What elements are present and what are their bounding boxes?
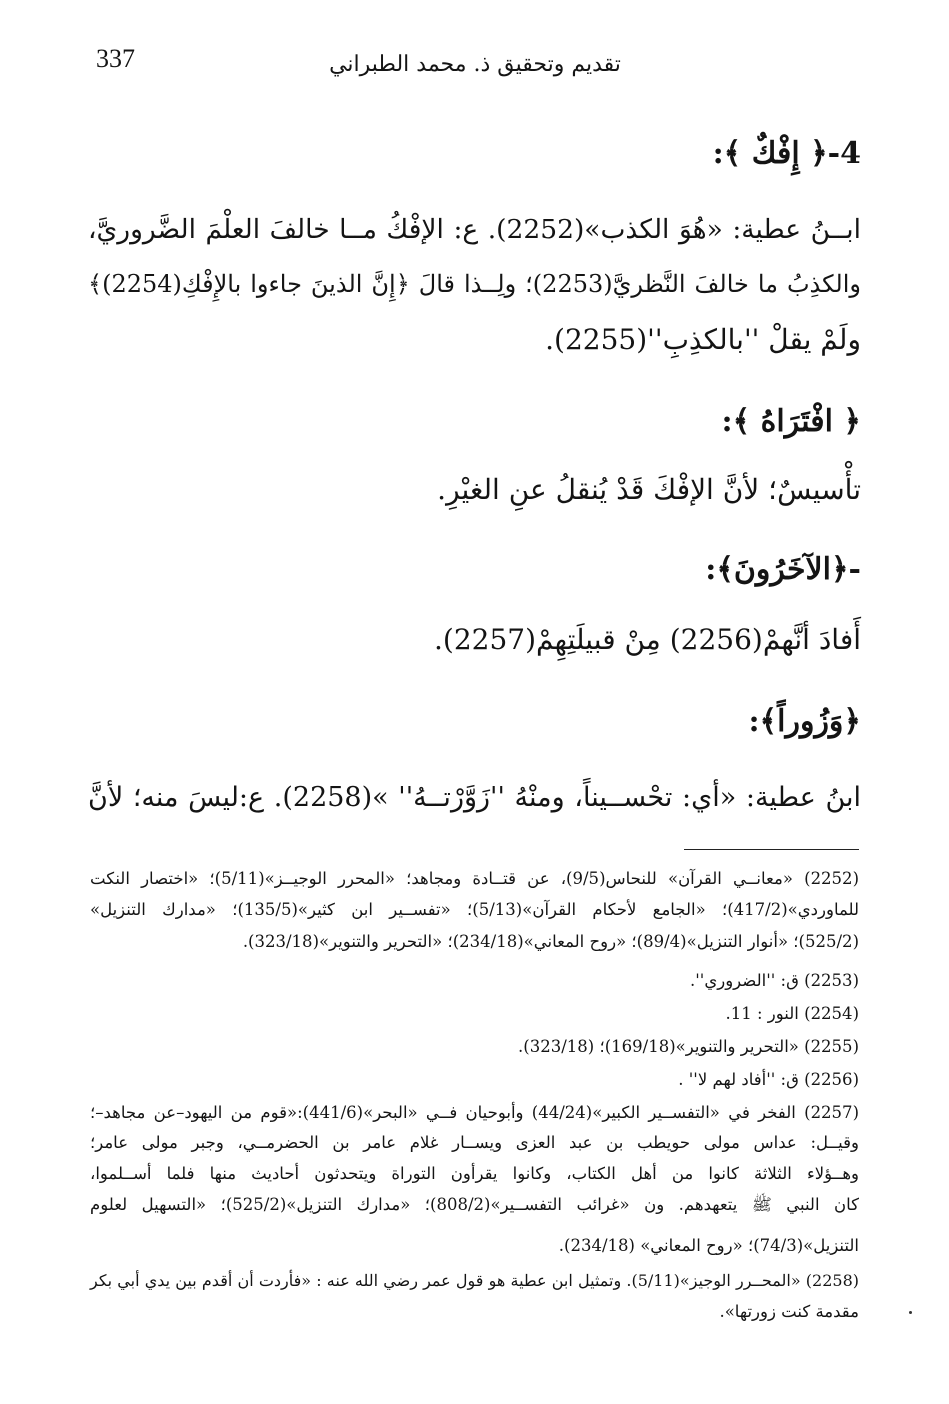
footnote-2252-line: (2252) «معانــي القرآن» للنحاس(9/5)، عن قتــادة ومجاهد؛ «المحرر الوجيــز»(5/11)؛ «اختصار النكت xyxy=(90,869,859,888)
section-heading-iftarahu: ﴿ افْتَرَاهُ ﴾: xyxy=(721,404,861,439)
footnote-2252-line: للماوردي»(417/2)؛ «الجامع لأحكام القرآن»(5/13)؛ «تفســير ابن كثير»(135/5)؛ «مدارك التنزيل» xyxy=(90,900,860,919)
footnote-2258-line: (2258) «المحــرر الوجيز»(5/11). وتمثيل ابن عطية هو قول عمر رضي الله عنه : «فأردت أن أقدم بين يدي أبي بكر xyxy=(90,1271,859,1290)
footnote-2257-line: التنزيل»(74/3)؛ «روح المعاني» (234/18). xyxy=(558,1236,859,1255)
footnote-2257-line: وقيــل: عداس مولى حويطب بن عبد العزى ويســار غلام عامر بن الحضرمــي، وجبر مولى عامر؛ xyxy=(90,1133,859,1152)
footnote-2258-line: مقدمة كنت زورتها». xyxy=(719,1302,859,1321)
paragraph-line: والكذِبُ ما خالفَ النَّظريَّ(2253)؛ ولِــذا قالَ ﴿إِنَّ الذينَ جاءوا بالإِفْكِ(2254)﴾ xyxy=(88,270,861,298)
section-heading-akharun: -﴿الآخَرُونَ﴾: xyxy=(705,552,861,587)
footnote-2255: (2255) «التحرير والتنوير»(169/18)؛ (323/18). xyxy=(518,1037,859,1056)
paragraph-line: ابنُ عطية: «أي: تحْســيناً، ومنْهُ ''زَوَّرْتــهُ'' »(2258). ع:ليسَ منه؛ لأنَّ xyxy=(88,782,862,813)
paragraph-line: أَفادَ أنَّهمْ(2256) مِنْ قبيلَتِهِمْ(2257). xyxy=(434,623,861,656)
section-heading-ifk: 4-﴿ إِفْكٌ ﴾: xyxy=(712,136,861,171)
running-title: تقديم وتحقيق ذ. محمد الطبراني xyxy=(329,52,621,77)
footnote-2257-line: كان النبي ﷺ يتعهدهم. ون «غرائب التفســير»(808/2)؛ «مدارك التنزيل»(525/2)؛ «التسهيل لعلوم xyxy=(90,1195,859,1214)
footnote-2252-line: (525/2)؛ «أنوار التنزيل»(89/4)؛ «روح المعاني»(234/18)؛ «التحرير والتنوير»(323/18). xyxy=(242,932,859,951)
footnote-2256: (2256) ق: ''أفاد لهم لا'' . xyxy=(678,1070,859,1089)
footnote-separator xyxy=(684,849,859,850)
footnote-2254: (2254) النور : 11. xyxy=(725,1004,859,1023)
paragraph-line: ولَمْ يقلْ ''بالكذِبِ''(2255). xyxy=(545,323,861,356)
footnote-2257-line: (2257) الفخر في «التفســير الكبير»(44/24) وأبوحيان فــي «البحر»(441/6):«قوم من اليهود–عن مجاهد–؛ xyxy=(90,1103,859,1122)
paragraph-line: ابــنُ عطية: «هُوَ الكذب»(2252). ع: الإفْكُ مــا خالفَ العلْمَ الضَّروريَّ، xyxy=(88,214,862,245)
footnote-2253: (2253) ق: ''الضروري''. xyxy=(690,971,859,990)
page-number: 337 xyxy=(96,44,135,73)
paragraph-line: تأْسيسٌ؛ لأنَّ الإفْكَ قَدْ يُنقلُ عنِ الغيْرِ. xyxy=(437,473,861,506)
scan-speck xyxy=(909,1311,912,1314)
footnote-2257-line: وهــؤلاء الثلاثة كانوا من أهل الكتاب، وكانوا يقرأون التوراة ويتحدثون أحاديث منها فلما أســلموا، xyxy=(90,1164,859,1183)
section-heading-zuran: ﴿وَزُوراً﴾: xyxy=(748,704,861,739)
